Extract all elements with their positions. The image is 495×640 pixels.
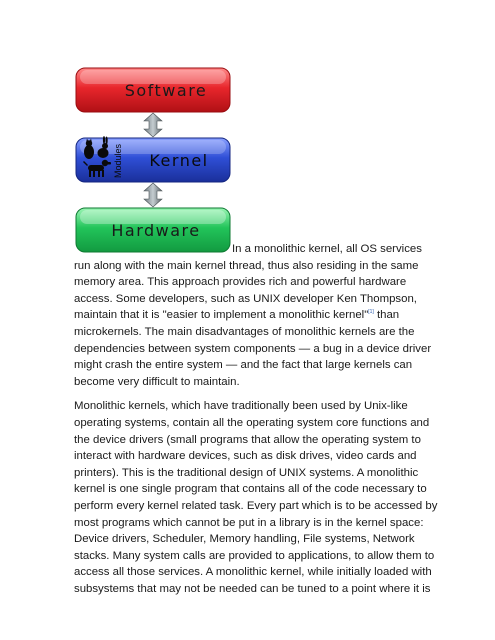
text-line: access. Some developers, such as UNIX developer Ken Thompson,: [74, 292, 417, 305]
text-line: perform every kernel related task. Every part which is to be accessed by: [74, 499, 438, 512]
text-line: operating systems, contain all the operating system core functions and: [74, 416, 430, 429]
text-line: microkernels. The main disadvantages of monolithic kernels are the: [74, 325, 415, 338]
body-text: [74, 241, 438, 605]
text-line: run along with the main kernel thread, thus also residing in the same: [74, 259, 419, 272]
paragraph-monolithic-intro: [74, 241, 430, 390]
kernel-layer: [76, 136, 230, 182]
text-line: memory area. This approach provides rich and powerful hardware: [74, 276, 407, 289]
text-line-quote: maintain that it is "easier to implement a monolithic kernel": [74, 309, 369, 322]
kernel-layer-diagram: [74, 66, 234, 256]
software-layer-label: Software: [124, 81, 208, 100]
text-line: access all those services. A monolithic kernel, while initially loaded with: [74, 566, 432, 579]
kernel-layer-label: Kernel: [149, 151, 209, 170]
text-line: printers). This is the traditional design of UNIX systems. A monolithic: [74, 466, 419, 479]
paragraph-monolithic-details: [74, 398, 438, 597]
text-line-end: than: [373, 309, 400, 322]
text-line: dependencies between system components — a bug in a device driver: [74, 342, 432, 355]
text-line: stacks. Many system calls are provided to applications, to allow them to: [74, 549, 435, 562]
text-line: In a monolithic kernel, all OS services: [232, 243, 422, 255]
text-line: Device drivers, Scheduler, Memory handling, File systems, Network: [74, 533, 415, 546]
text-line: Monolithic kernels, which have traditionally been used by Unix-like: [74, 400, 408, 413]
text-line: most programs which cannot be put in a library is in the kernel space:: [74, 516, 424, 529]
text-line: might crash the entire system — and the fact that large kernels can: [74, 359, 413, 372]
double-arrow-icon: [144, 183, 162, 207]
software-layer: [76, 68, 230, 112]
text-line: interact with hardware devices, such as disk drives, video cards and: [74, 450, 417, 463]
text-line: become very difficult to maintain.: [74, 375, 240, 388]
citation-link[interactable]: [1]: [368, 309, 374, 316]
text-line: kernel is one single program that contains all of the code necessary to: [74, 483, 427, 496]
double-arrow-icon: [144, 113, 162, 137]
text-line: the device drivers (small programs that allow the operating system to: [74, 433, 421, 446]
modules-label: Modules: [113, 143, 123, 178]
text-line: subsystems that may not be needed can be tuned to a point where it is: [74, 582, 431, 595]
hardware-layer-label: Hardware: [111, 221, 201, 240]
text-line: [74, 307, 430, 324]
